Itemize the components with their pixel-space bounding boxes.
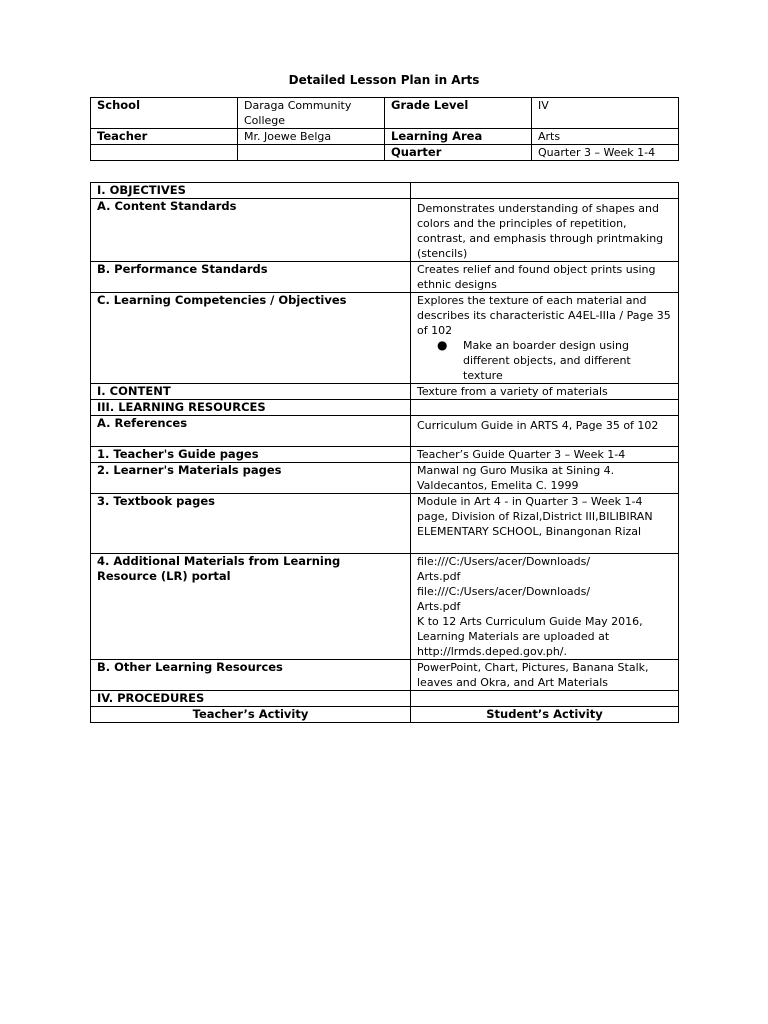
- lr-link-2[interactable]: file:///C:/Users/acer/Downloads/: [417, 585, 591, 598]
- content-standards-value: Demonstrates understanding of shapes and colors and the principles of repetition, contrast, and emphasis through printmaking (stencils): [411, 199, 679, 262]
- row-activity-headers: [91, 707, 679, 723]
- resources-heading: III. LEARNING RESOURCES: [91, 400, 411, 416]
- row-other-resources: [91, 660, 679, 691]
- content-heading: I. CONTENT: [91, 384, 411, 400]
- row-learning-competencies: [91, 293, 679, 384]
- lr-link-1[interactable]: file:///C:/Users/acer/Downloads/: [417, 555, 591, 568]
- performance-standards-label: B. Performance Standards: [91, 262, 411, 293]
- competencies-cell: [411, 293, 679, 384]
- school-value: Daraga Community College: [238, 98, 385, 129]
- teachers-guide-value: Teacher’s Guide Quarter 3 – Week 1-4: [411, 447, 679, 463]
- empty-cell: [238, 145, 385, 161]
- row-procedures: [91, 691, 679, 707]
- textbook-cell: [411, 494, 679, 554]
- school-label: School: [91, 98, 238, 129]
- header-row-quarter: [91, 145, 679, 161]
- learners-materials-label: 2. Learner's Materials pages: [91, 463, 411, 494]
- learners-materials-value: Manwal ng Guro Musika at Sining 4. Valdecantos, Emelita C. 1999: [411, 463, 679, 494]
- row-learning-resources: [91, 400, 679, 416]
- lr-link-2-file[interactable]: Arts.pdf: [417, 600, 461, 613]
- row-lr-portal: [91, 554, 679, 660]
- quarter-label: Quarter: [385, 145, 532, 161]
- teacher-value: Mr. Joewe Belga: [238, 129, 385, 145]
- row-teachers-guide: [91, 447, 679, 463]
- empty-cell: [411, 691, 679, 707]
- row-textbook-pages: [91, 494, 679, 554]
- competencies-label: C. Learning Competencies / Objectives: [91, 293, 411, 384]
- bullet-icon: ●: [437, 338, 448, 352]
- grade-level-label: Grade Level: [385, 98, 532, 129]
- lr-portal-cell: [411, 554, 679, 660]
- objectives-heading: I. OBJECTIVES: [91, 183, 411, 199]
- learning-area-label: Learning Area: [385, 129, 532, 145]
- teachers-guide-label: 1. Teacher's Guide pages: [91, 447, 411, 463]
- textbook-label: 3. Textbook pages: [91, 494, 411, 554]
- header-info-table: [90, 97, 679, 161]
- student-activity-header: Student’s Activity: [411, 707, 679, 723]
- header-row-school: [91, 98, 679, 129]
- row-learners-materials: [91, 463, 679, 494]
- references-label: A. References: [91, 416, 411, 447]
- header-row-teacher: [91, 129, 679, 145]
- empty-cell: [91, 145, 238, 161]
- empty-cell: [411, 400, 679, 416]
- competencies-bullet-text: Make an boarder design using different objects, and different texture: [463, 339, 631, 382]
- row-content: [91, 384, 679, 400]
- textbook-value-line2: ELEMENTARY SCHOOL, Binangonan Rizal: [417, 525, 642, 538]
- procedures-heading: IV. PROCEDURES: [91, 691, 411, 707]
- empty-cell: [411, 183, 679, 199]
- textbook-value-line1: Module in Art 4 - in Quarter 3 – Week 1-4 page, Division of Rizal,District III,BILIBIRAN: [417, 495, 653, 523]
- row-references: [91, 416, 679, 447]
- row-content-standards: [91, 199, 679, 262]
- competencies-value: Explores the texture of each material and describes its characteristic A4EL-IIIa / Page 35 of 102: [417, 294, 671, 337]
- content-standards-label: A. Content Standards: [91, 199, 411, 262]
- row-performance-standards: [91, 262, 679, 293]
- other-resources-label: B. Other Learning Resources: [91, 660, 411, 691]
- competencies-bullet-item: [417, 338, 672, 383]
- teacher-activity-header: Teacher’s Activity: [91, 707, 411, 723]
- other-resources-value: PowerPoint, Chart, Pictures, Banana Stalk, leaves and Okra, and Art Materials: [411, 660, 679, 691]
- references-value: Curriculum Guide in ARTS 4, Page 35 of 102: [411, 416, 679, 447]
- content-value: Texture from a variety of materials: [411, 384, 679, 400]
- page-title: Detailed Lesson Plan in Arts: [288, 73, 480, 87]
- lesson-plan-table: [90, 182, 679, 723]
- lr-portal-label: 4. Additional Materials from Learning Resource (LR) portal: [91, 554, 411, 660]
- lr-link-1-file[interactable]: Arts.pdf: [417, 570, 461, 583]
- teacher-label: Teacher: [91, 129, 238, 145]
- performance-standards-value: Creates relief and found object prints using ethnic designs: [411, 262, 679, 293]
- grade-level-value: IV: [532, 98, 679, 129]
- quarter-value: Quarter 3 – Week 1-4: [532, 145, 679, 161]
- lr-curriculum-guide-note: K to 12 Arts Curriculum Guide May 2016, Learning Materials are uploaded at http://lrmds.deped.gov.ph/.: [417, 615, 643, 658]
- row-objectives-heading: [91, 183, 679, 199]
- learning-area-value: Arts: [532, 129, 679, 145]
